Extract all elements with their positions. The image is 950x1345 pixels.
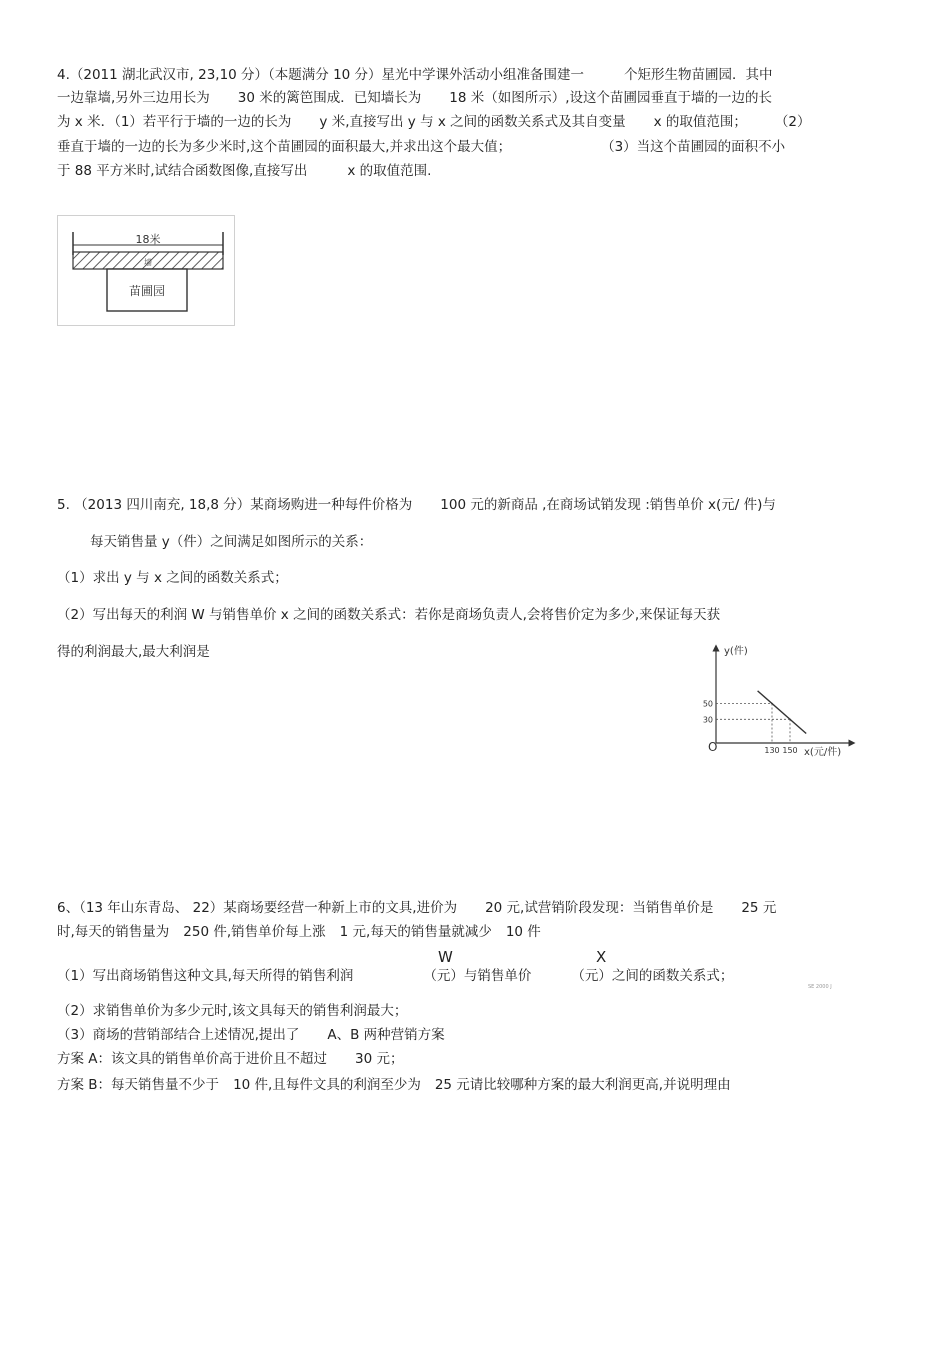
p4-text: （2） [774,114,811,130]
p6-text: A、B 两种营销方案 [327,1027,445,1043]
x-tick-label-150: 150 [782,746,798,755]
p5-text: 100 元的新商品 ,在商场试销发现 :销售单价 x(元/ 件)与 [440,497,776,513]
p6-line-4 [57,1002,407,1020]
y-axis-label: y(件) [724,646,748,657]
p5-text: （1）求出 y 与 x 之间的函数关系式； [57,570,288,586]
p4-text: 垂直于墙的一边的长为多少米时,这个苗圃园的面积最大,并求出这个最大值； [57,139,512,155]
p6-text: （元）之间的函数关系式； [571,968,734,984]
p6-line-7 [57,1076,731,1094]
p6-text: （元）与销售单价 [423,968,532,984]
p6-text: 30 元； [355,1051,404,1067]
p4-text: 一边靠墙,另外三边用长为 [57,90,210,106]
x-tick-label-130: 130 [764,746,780,755]
demand-line [758,691,807,734]
p6-line-1 [57,899,776,917]
tiny-note: SE 2000 J [808,984,832,990]
p6-text: 250 件,销售单价每上涨 [183,924,326,940]
p6-text: 10 件 [505,924,541,940]
p4-line-1 [57,66,773,84]
data-point-0 [771,703,773,705]
p4-line-3 [57,113,811,131]
sales-chart [700,640,860,762]
p6-text: 6、（13 年山东青岛、 22）某商场要经营一种新上市的文具,进价为 [57,900,458,916]
p4-text: y 米,直接写出 y 与 x 之间的函数关系式及其自变量 [319,114,626,130]
p4-text: 个矩形生物苗圃园．其中 [624,67,773,83]
p4-text: （3）当这个苗圃园的面积不小 [601,139,786,155]
p5-line-5 [57,643,210,661]
x-axis-label: x(元/件) [804,747,842,758]
p4-text: 为 x 米．（1）若平行于墙的一边的长为 [57,114,292,130]
p6-text: 方案 B：每天销售量不少于 [57,1077,220,1093]
data-point-1 [789,719,791,721]
origin-label: O [708,740,718,754]
p6-line-2 [57,923,541,941]
p4-text: 30 米的篱笆围成．已知墙长为 [237,90,422,106]
p5-line-4 [57,606,720,624]
p4-text: 于 88 平方米时,试结合函数图像,直接写出 [57,163,308,179]
p6-text: （2）求销售单价为多少元时,该文具每天的销售利润最大； [57,1003,408,1019]
garden-label: 苗圃园 [128,284,166,298]
y-tick-label-30: 30 [702,715,713,725]
p6-text: 10 件,且每件文具的利润至少为 [233,1077,421,1093]
p6-text: （1）写出商场销售这种文具,每天所得的销售利润 [57,968,354,984]
p4-text: 18 米（如图所示）,设这个苗圃园垂直于墙的一边的长 [449,90,773,106]
p4-text: x 的取值范围. [347,163,432,179]
var-w: W [438,948,453,966]
garden-figure [57,215,237,327]
p5-text: 5. （2013 四川南充, 18,8 分）某商场购进一种每件价格为 [57,497,413,513]
p6-line-6 [57,1050,404,1068]
p5-line-1 [57,496,776,514]
p6-text: （3）商场的营销部结合上述情况,提出了 [57,1027,300,1043]
p5-line-3 [57,569,288,587]
p6-text: 时,每天的销售量为 [57,924,170,940]
p6-text: 25 元 [741,900,777,916]
p5-text: 得的利润最大,最大利润是 [57,644,210,660]
p4-line-5 [57,162,431,180]
p6-text: 20 元,试营销阶段发现：当销售单价是 [485,900,714,916]
p4-text: x 的取值范围； [653,114,747,130]
wall-text: 墙 [144,258,152,267]
p4-text: 4.（2011 湖北武汉市, 23,10 分）（本题满分 10 分）星光中学课外活动小组准备围建一 [57,67,585,83]
p6-text: 方案 A：该文具的销售单价高于进价且不超过 [57,1051,328,1067]
var-x: X [596,948,607,966]
p4-line-2 [57,89,772,107]
p6-line-3 [57,967,733,985]
p6-text: 1 元,每天的销售量就减少 [339,924,492,940]
p5-text: 每天销售量 y（件）之间满足如图所示的关系： [90,534,373,550]
p4-line-4 [57,138,785,156]
wall-length-label: 18米 [135,233,161,246]
p5-text: （2）写出每天的利润 W 与销售单价 x 之间的函数关系式：若你是商场负责人,会将售价定为多少,来保证每天获 [57,607,721,623]
y-tick-label-50: 50 [702,699,713,709]
p6-line-5 [57,1026,445,1044]
p6-text: 25 元请比较哪种方案的最大利润更高,并说明理由 [434,1077,731,1093]
p5-line-2 [90,533,372,551]
